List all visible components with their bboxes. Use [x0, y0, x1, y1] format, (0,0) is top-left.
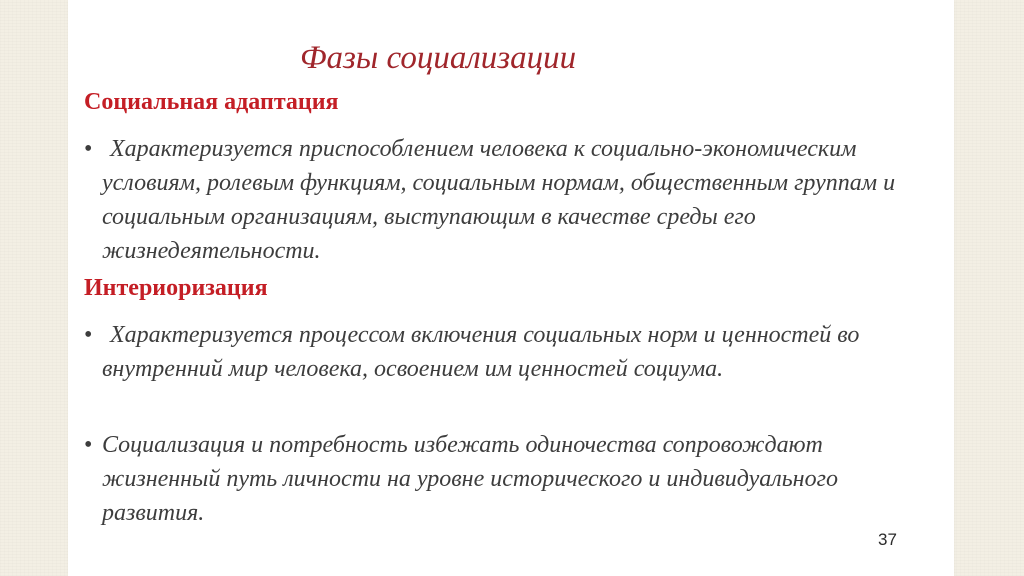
page-number: 37 — [878, 530, 897, 549]
bullet-text: Характеризуется приспособлением человека к социально-экономическим условиям, ролевым функциям, социальным нормам, общественным группам и социальным организациям, выступающим в качестве среды его жизнедеятельности. — [102, 136, 896, 264]
bullet-item — [84, 318, 924, 386]
bullet-dot: • — [84, 432, 93, 458]
slide-title: Фазы социализации — [300, 40, 577, 76]
section-heading-social-adaptation: Социальная адаптация — [84, 89, 339, 115]
section-heading-interiorization: Интериоризация — [84, 275, 268, 301]
bullet-text: Характеризуется процессом включения социальных норм и ценностей во внутренний мир человека, освоением им ценностей социума. — [102, 322, 860, 382]
bullet-dot: • — [84, 136, 93, 162]
slide — [68, 0, 954, 576]
bullet-dot: • — [84, 322, 93, 348]
bullet-item — [84, 428, 924, 530]
bullet-text: Социализация и потребность избежать одиночества сопровождают жизненный путь личности на уровне исторического и индивидуального развития. — [102, 432, 838, 526]
bullet-item — [84, 132, 924, 268]
